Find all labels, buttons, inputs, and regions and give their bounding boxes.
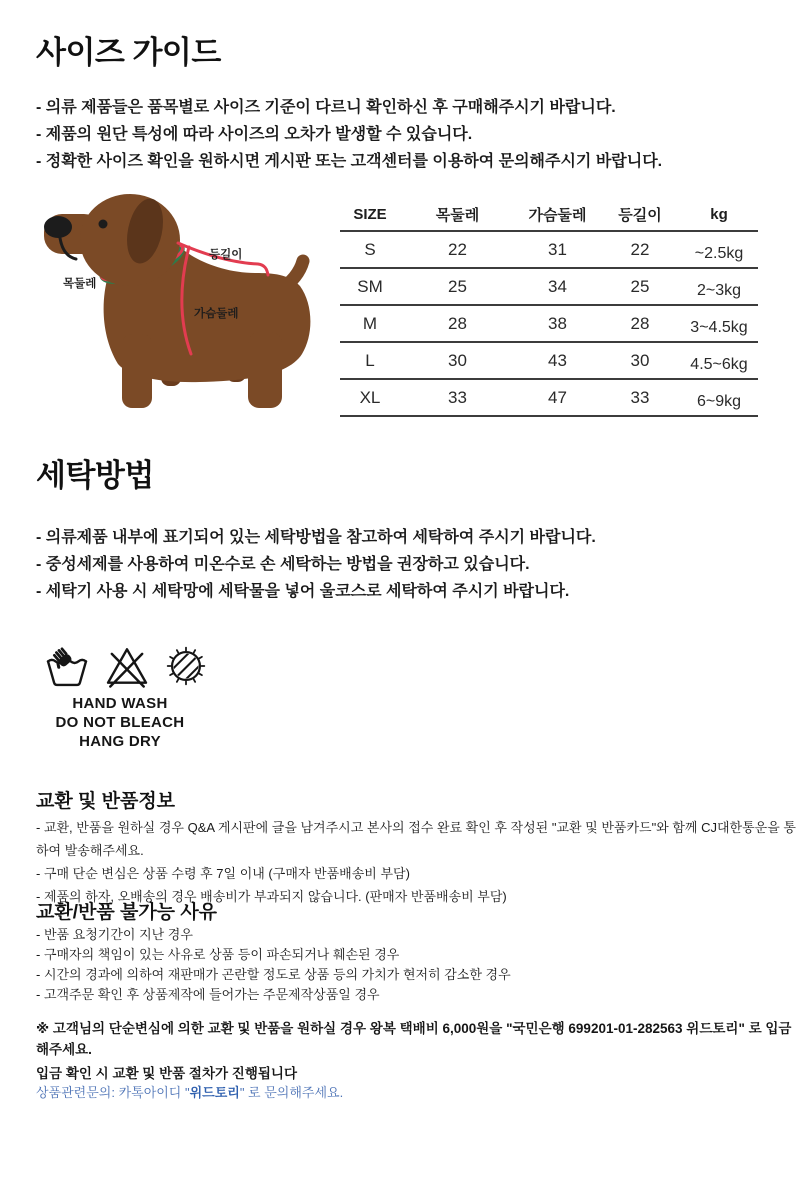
size-table-cell: 2~3kg (696, 281, 742, 299)
size-guide-title: 사이즈 가이드 (36, 35, 221, 70)
hang-dry-icon (164, 644, 208, 688)
size-table-row (340, 306, 758, 343)
size-table-cell: 33 (448, 387, 467, 407)
note-line: - 반품 요청기간이 지난 경우 (36, 927, 193, 942)
refund-notice-line1: ※ 고객님의 단순변심에 의한 교환 및 반품을 원하실 경우 왕복 택배비 6,000원을 "국민은행 699201-01-282563 위드토리" 로 입금해주세요. (36, 1021, 792, 1057)
contact-suffix: " 로 문의해주세요. (239, 1085, 344, 1100)
size-table-cell: 4.5~6kg (690, 355, 748, 373)
size-table-cell: 3~4.5kg (690, 318, 748, 336)
size-table-cell: M (362, 313, 378, 333)
size-table-row (340, 343, 758, 380)
size-guide-notes (36, 94, 662, 175)
size-table-cell: L (365, 350, 375, 370)
note-line: - 중성세제를 사용하여 미온수로 손 세탁하는 방법을 권장하고 있습니다. (36, 556, 530, 573)
size-table-cell: SM (357, 276, 383, 296)
size-table-cell: 25 (630, 276, 650, 296)
care-caption-line: HAND WASH (72, 695, 168, 712)
size-table-cell: S (364, 239, 376, 259)
size-table-cell: ~2.5kg (694, 244, 744, 262)
note-line: - 의류제품 내부에 표기되어 있는 세탁방법을 참고하여 세탁하여 주시기 바랍니다. (36, 529, 596, 546)
size-table-cell: 25 (448, 276, 467, 296)
exchange-info-title: 교환 및 반품정보 (36, 791, 176, 812)
size-table-header-cell: SIZE (353, 205, 387, 223)
washing-notes (36, 524, 596, 605)
note-line: - 구매자의 책임이 있는 사유로 상품 등이 파손되거나 훼손된 경우 (36, 947, 400, 962)
dog-measurement-diagram (30, 186, 340, 416)
exchange-info-notes (36, 816, 800, 908)
note-line: - 고객주문 확인 후 상품제작에 들어가는 주문제작상품일 경우 (36, 987, 380, 1002)
care-caption-line: DO NOT BLEACH (55, 714, 185, 731)
size-table-header (340, 198, 758, 232)
size-table-header-cell: kg (710, 205, 728, 223)
care-icons (44, 644, 208, 688)
refund-notice-line2: 입금 확인 시 교환 및 반품 절차가 진행됩니다 (36, 1066, 297, 1081)
size-table-cell: 30 (448, 350, 467, 370)
size-table-row (340, 269, 758, 306)
size-table-cell: 33 (630, 387, 650, 407)
size-table-cell: 47 (548, 387, 567, 407)
contact-line (36, 1082, 343, 1101)
size-table-cell: 30 (630, 350, 650, 370)
care-captions (30, 694, 210, 751)
size-table (340, 198, 758, 417)
size-table-cell: 22 (448, 239, 467, 259)
note-line: - 제품의 하자, 오배송의 경우 배송비가 부과되지 않습니다. (판매자 반품배송비 부담) (36, 889, 507, 904)
note-line: - 교환, 반품을 원하실 경우 Q&A 게시판에 글을 남겨주시고 본사의 접수 완료 확인 후 작성된 "교환 및 반품카드"와 함께 CJ대한통운을 통하여 발송해주세요. (36, 820, 796, 858)
size-table-body (340, 232, 758, 417)
size-table-cell: 43 (548, 350, 567, 370)
back-label: 등길이 (209, 249, 243, 261)
contact-kakao-id: 위드토리 (189, 1085, 240, 1100)
size-table-header-cell: 목둘레 (435, 206, 480, 224)
size-table-cell: 38 (548, 313, 567, 333)
note-line: - 제품의 원단 특성에 따라 사이즈의 오차가 발생할 수 있습니다. (36, 126, 473, 143)
chest-label: 가슴둘레 (194, 308, 239, 320)
refund-notice (36, 1018, 800, 1087)
size-table-cell: 6~9kg (696, 392, 742, 410)
size-table-cell: 31 (548, 239, 567, 259)
size-table-cell: 28 (630, 313, 650, 333)
size-table-cell: XL (359, 387, 381, 407)
size-table-header-cell: 등길이 (618, 206, 662, 224)
size-table-cell: 34 (548, 276, 567, 296)
size-table-cell: 22 (630, 239, 650, 259)
size-table-row (340, 232, 758, 269)
note-line: - 정확한 사이즈 확인을 원하시면 게시판 또는 고객센터를 이용하여 문의해주시기 바랍니다. (36, 153, 663, 170)
note-line: - 구매 단순 변심은 상품 수령 후 7일 이내 (구매자 반품배송비 부담) (36, 866, 410, 881)
size-table-cell: 28 (448, 313, 467, 333)
dog-eye (99, 220, 108, 229)
no-exchange-notes (36, 925, 511, 1005)
do-not-bleach-icon (104, 644, 150, 688)
washing-title: 세탁방법 (36, 458, 154, 493)
size-table-header-cell: 가슴둘레 (528, 206, 587, 224)
neck-label: 목둘레 (63, 278, 97, 290)
care-caption-line: HANG DRY (79, 733, 161, 750)
no-exchange-title: 교환/반품 불가능 사유 (36, 902, 218, 923)
dog-nose (44, 216, 72, 238)
size-table-row (340, 380, 758, 417)
note-line: - 시간의 경과에 의하여 재판매가 곤란할 정도로 상품 등의 가치가 현저히 감소한 경우 (36, 967, 511, 982)
note-line: - 의류 제품들은 품목별로 사이즈 기준이 다르니 확인하신 후 구매해주시기 바랍니다. (36, 99, 616, 116)
note-line: - 세탁기 사용 시 세탁망에 세탁물을 넣어 울코스로 세탁하여 주시기 바랍니다. (36, 583, 570, 600)
contact-prefix: 상품관련문의: 카톡아이디 " (36, 1085, 190, 1100)
hand-wash-icon (44, 644, 90, 688)
